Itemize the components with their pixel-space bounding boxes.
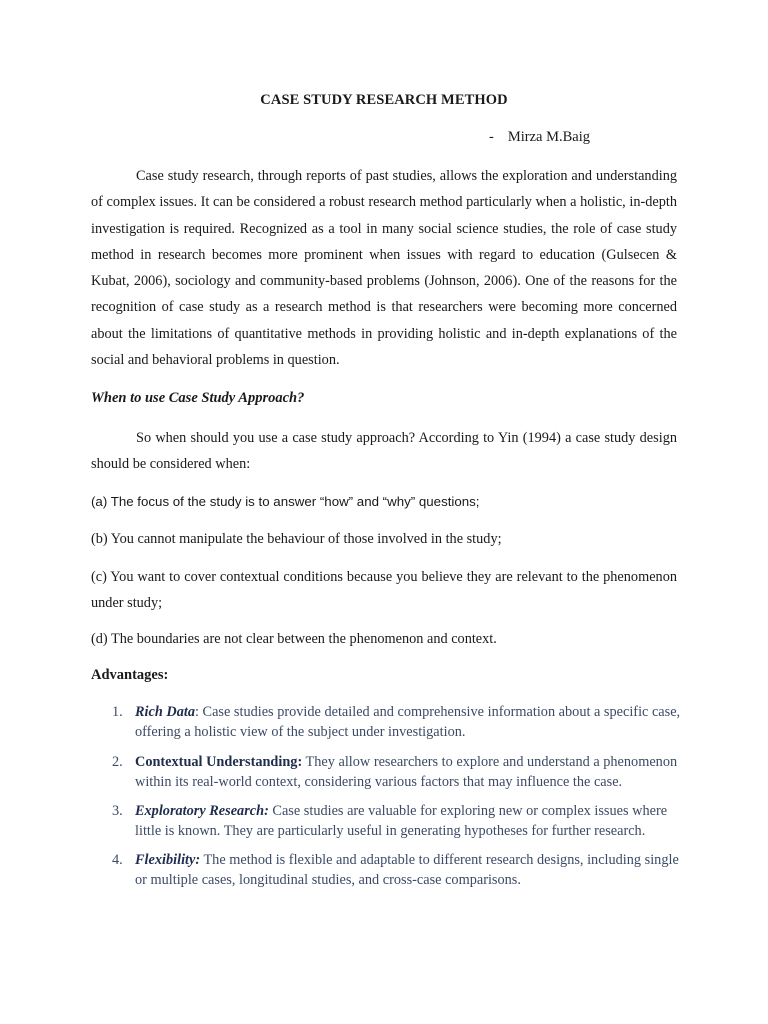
author-name: Mirza M.Baig [507, 129, 590, 145]
advantage-text: Case studies are valuable for exploring new or complex issues where little is known. They are particularly useful in generating hypotheses for further research. [135, 803, 668, 839]
condition-b: (b) You cannot manipulate the behaviour of those involved in the study; [91, 531, 502, 547]
advantage-separator: : [194, 704, 199, 720]
condition-d: (d) The boundaries are not clear between the phenomenon and context. [91, 631, 497, 647]
advantage-term: Exploratory Research: [135, 803, 269, 819]
advantage-number: 3. [112, 803, 123, 819]
advantage-term: Rich Data [135, 704, 195, 720]
advantage-item [91, 851, 681, 890]
author-dash: - [489, 129, 494, 145]
advantage-item [91, 802, 681, 841]
when-heading: When to use Case Study Approach? [91, 390, 305, 406]
advantage-number: 4. [112, 852, 123, 868]
advantage-text: The method is flexible and adaptable to different research designs, including single or multiple cases, longitudinal studies, and cross-case comparisons. [135, 852, 679, 888]
intro-paragraph: Case study research, through reports of past studies, allows the exploration and understanding of complex issues. It can be considered a robust research method particularly when a holistic, in-depth investigation is required. Recognized as a tool in many social science studies, the role of case study method in research becomes more prominent when issues with regard to education (Gulsecen & Kubat, 2006), sociology and community-based problems (Johnson, 2006). One of the reasons for the recognition of case study as a research method is that researchers were becoming more concerned about the limitations of quantitative methods in providing holistic and in-depth explanations of the social and behavioral problems in question. [91, 168, 677, 369]
advantage-text: They allow researchers to explore and understand a phenomenon within its real-world context, considering various factors that may influence the case. [135, 754, 678, 790]
advantage-term: Contextual Understanding: [135, 754, 303, 770]
condition-c: (c) You want to cover contextual conditions because you believe they are relevant to the phenomenon under study; [91, 569, 677, 612]
condition-a: (a) The focus of the study is to answer “how” and “why” questions; [91, 494, 480, 509]
advantages-list [91, 703, 681, 890]
advantage-text: Case studies provide detailed and comprehensive information about a specific case, offering a holistic view of the subject under investigation. [135, 704, 681, 740]
document-title: CASE STUDY RESEARCH METHOD [260, 92, 508, 108]
when-paragraph: So when should you use a case study approach? According to Yin (1994) a case study design should be considered when: [91, 430, 677, 473]
advantage-item [91, 703, 681, 742]
advantage-item [91, 753, 681, 792]
advantage-number: 2. [112, 754, 123, 770]
author-line [489, 129, 590, 146]
advantage-number: 1. [112, 704, 123, 720]
advantages-heading: Advantages: [91, 667, 169, 683]
advantage-term: Flexibility: [135, 852, 201, 868]
